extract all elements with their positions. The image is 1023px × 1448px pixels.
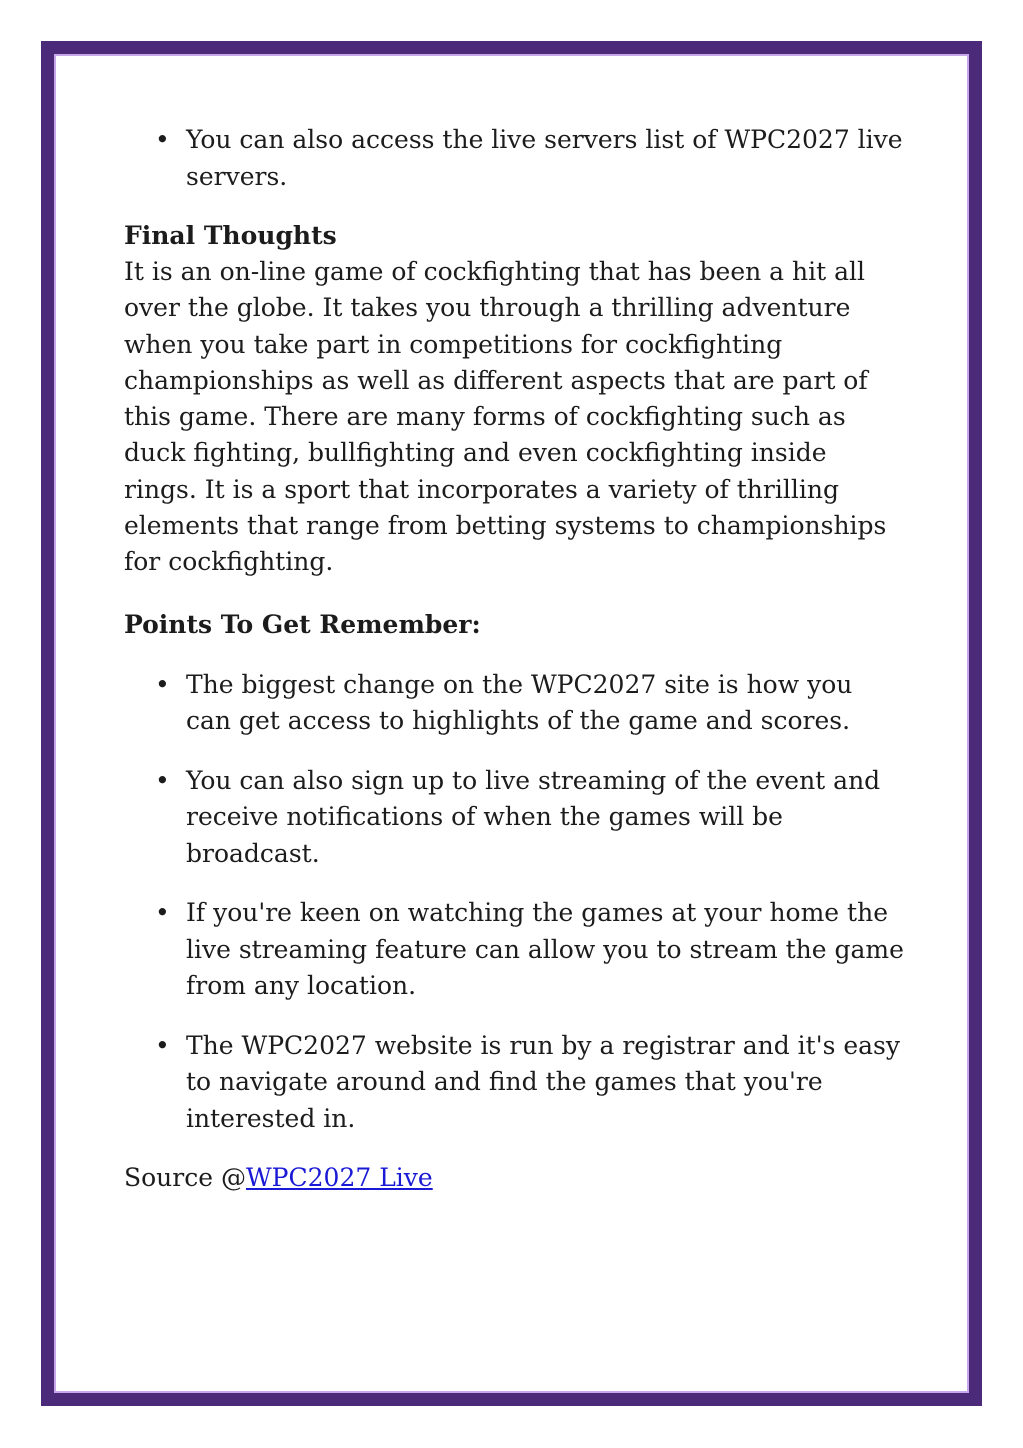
list-item bbox=[124, 895, 904, 1005]
list-item bbox=[124, 122, 904, 195]
final-thoughts-paragraph: It is an on-line game of cockfighting that has been a hit all over the globe. It takes you through a thrilling adventure when you take part in competitions for cockfighting championships as well as different aspects that are part of this game. There are many forms of cockfighting such as duck fighting, bullfighting and even cockfighting inside rings. It is a sport that incorporates a variety of thrilling elements that range from betting systems to championships for cockfighting. bbox=[124, 257, 887, 577]
list-item-text: If you're keen on watching the games at your home the live streaming feature can allow you to stream the game from any location. bbox=[186, 898, 904, 1001]
source-line bbox=[124, 1160, 904, 1196]
top-bullet-list bbox=[124, 122, 904, 195]
list-item bbox=[124, 1028, 904, 1138]
final-thoughts-section bbox=[124, 218, 904, 581]
list-item-text: The WPC2027 website is run by a registrar and it's easy to navigate around and find the games that you're interested in. bbox=[186, 1030, 901, 1133]
points-section bbox=[124, 607, 904, 1138]
points-heading: Points To Get Remember: bbox=[124, 609, 481, 639]
bullet-icon: • bbox=[155, 765, 170, 795]
document-body bbox=[124, 122, 904, 1196]
list-item-text: You can also access the live servers list of WPC2027 live servers. bbox=[186, 125, 903, 191]
points-bullet-list bbox=[124, 667, 904, 1138]
list-item-text: The biggest change on the WPC2027 site is how you can get access to highlights of the game and scores. bbox=[186, 669, 853, 736]
bullet-icon: • bbox=[155, 1030, 170, 1060]
list-item bbox=[124, 667, 904, 740]
source-link[interactable]: WPC2027 Live bbox=[245, 1163, 433, 1193]
bullet-icon: • bbox=[155, 125, 170, 154]
bullet-icon: • bbox=[155, 898, 170, 928]
final-thoughts-heading: Final Thoughts bbox=[124, 221, 337, 250]
list-item bbox=[124, 763, 904, 873]
source-prefix: Source @ bbox=[124, 1163, 246, 1193]
list-item-text: You can also sign up to live streaming of the event and receive notifications of when the games will be broadcast. bbox=[186, 765, 881, 868]
bullet-icon: • bbox=[155, 669, 170, 699]
